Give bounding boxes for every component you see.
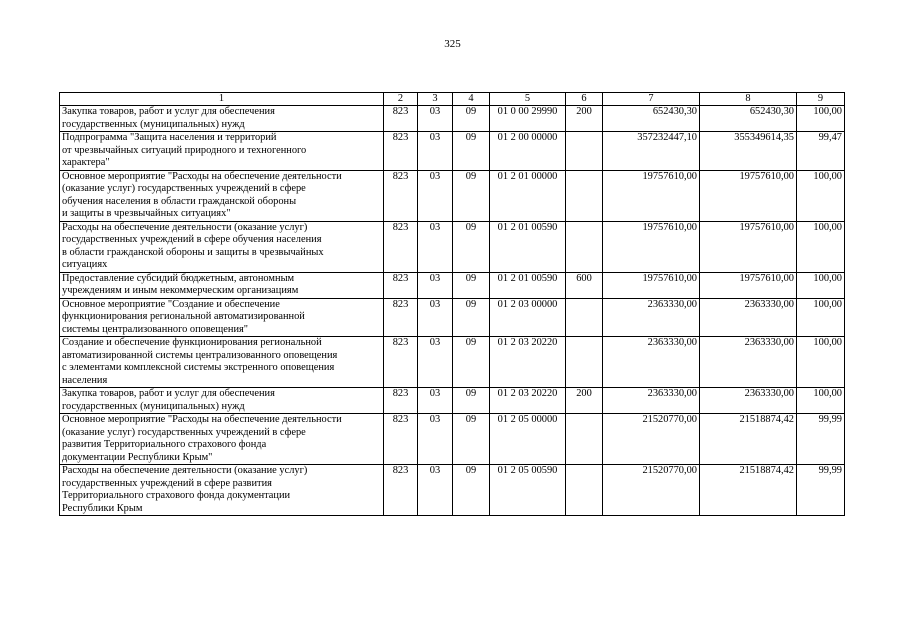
- row-ministry-code: 823: [384, 106, 418, 132]
- row-actual-amount: 355349614,35: [700, 132, 797, 171]
- row-ministry-code: 823: [384, 298, 418, 337]
- row-ministry-code: 823: [384, 170, 418, 221]
- header-row: [60, 93, 845, 106]
- row-description: Основное мероприятие "Расходы на обеспечение деятельности (оказание услуг) государственных учреждений в сфере обучения населения в области гражданской обороны и защиты в чрезвычайных ситуациях": [60, 170, 384, 221]
- row-ministry-code: 823: [384, 465, 418, 516]
- row-target-article: 01 2 03 20220: [490, 337, 566, 388]
- row-planned-amount: 21520770,00: [603, 414, 700, 465]
- row-description: Расходы на обеспечение деятельности (оказание услуг) государственных учреждений в сфере обучения населения в области гражданской обороны и защиты в чрезвычайных ситуациях: [60, 221, 384, 272]
- header-col-6: 6: [566, 93, 603, 106]
- row-target-article: 01 2 01 00000: [490, 170, 566, 221]
- row-expense-type: 200: [566, 106, 603, 132]
- row-expense-type: [566, 337, 603, 388]
- row-planned-amount: 19757610,00: [603, 170, 700, 221]
- row-subsection-code: 09: [453, 388, 490, 414]
- row-actual-amount: 19757610,00: [700, 170, 797, 221]
- row-expense-type: [566, 465, 603, 516]
- header-col-1: 1: [60, 93, 384, 106]
- row-ministry-code: 823: [384, 132, 418, 171]
- row-percent: 100,00: [797, 298, 845, 337]
- row-actual-amount: 21518874,42: [700, 465, 797, 516]
- row-ministry-code: 823: [384, 414, 418, 465]
- row-subsection-code: 09: [453, 414, 490, 465]
- row-planned-amount: 2363330,00: [603, 337, 700, 388]
- row-subsection-code: 09: [453, 106, 490, 132]
- row-description: Расходы на обеспечение деятельности (оказание услуг) государственных учреждений в сфере развития Территориального страхового фонда документации Республики Крым: [60, 465, 384, 516]
- row-subsection-code: 09: [453, 170, 490, 221]
- row-ministry-code: 823: [384, 337, 418, 388]
- row-subsection-code: 09: [453, 337, 490, 388]
- row-percent: 100,00: [797, 170, 845, 221]
- table-row: [60, 337, 845, 388]
- row-subsection-code: 09: [453, 221, 490, 272]
- row-planned-amount: 2363330,00: [603, 388, 700, 414]
- row-actual-amount: 652430,30: [700, 106, 797, 132]
- row-percent: 99,99: [797, 414, 845, 465]
- header-col-9: 9: [797, 93, 845, 106]
- row-description: Закупка товаров, работ и услуг для обеспечения государственных (муниципальных) нужд: [60, 388, 384, 414]
- header-col-4: 4: [453, 93, 490, 106]
- row-planned-amount: 21520770,00: [603, 465, 700, 516]
- row-section-code: 03: [418, 337, 453, 388]
- row-section-code: 03: [418, 465, 453, 516]
- row-description: Основное мероприятие "Создание и обеспечение функционирования региональной автоматизированной системы централизованного оповещения": [60, 298, 384, 337]
- row-target-article: 01 2 03 20220: [490, 388, 566, 414]
- row-actual-amount: 2363330,00: [700, 388, 797, 414]
- row-target-article: 01 2 05 00000: [490, 414, 566, 465]
- row-actual-amount: 19757610,00: [700, 221, 797, 272]
- row-section-code: 03: [418, 106, 453, 132]
- row-ministry-code: 823: [384, 221, 418, 272]
- header-col-7: 7: [603, 93, 700, 106]
- page-number: 325: [444, 38, 461, 50]
- row-expense-type: 200: [566, 388, 603, 414]
- row-target-article: 01 2 05 00590: [490, 465, 566, 516]
- row-target-article: 01 2 01 00590: [490, 272, 566, 298]
- row-ministry-code: 823: [384, 388, 418, 414]
- row-actual-amount: 2363330,00: [700, 298, 797, 337]
- row-description: Подпрограмма "Защита населения и территорий от чрезвычайных ситуаций природного и техногенного характера": [60, 132, 384, 171]
- row-planned-amount: 19757610,00: [603, 272, 700, 298]
- row-expense-type: [566, 414, 603, 465]
- row-subsection-code: 09: [453, 298, 490, 337]
- row-percent: 100,00: [797, 272, 845, 298]
- row-expense-type: [566, 221, 603, 272]
- row-percent: 100,00: [797, 221, 845, 272]
- row-subsection-code: 09: [453, 272, 490, 298]
- header-col-5: 5: [490, 93, 566, 106]
- table-row: [60, 414, 845, 465]
- row-description: Основное мероприятие "Расходы на обеспечение деятельности (оказание услуг) государственных учреждений в сфере развития Территориального страхового фонда документации Республики Крым": [60, 414, 384, 465]
- row-section-code: 03: [418, 272, 453, 298]
- row-section-code: 03: [418, 221, 453, 272]
- row-expense-type: [566, 170, 603, 221]
- header-col-3: 3: [418, 93, 453, 106]
- table-row: [60, 132, 845, 171]
- header-col-2: 2: [384, 93, 418, 106]
- row-planned-amount: 19757610,00: [603, 221, 700, 272]
- row-target-article: 01 2 01 00590: [490, 221, 566, 272]
- row-percent: 100,00: [797, 106, 845, 132]
- row-description: Создание и обеспечение функционирования региональной автоматизированной системы централизованного оповещения с элементами комплексной системы экстренного оповещения населения: [60, 337, 384, 388]
- row-subsection-code: 09: [453, 132, 490, 171]
- row-section-code: 03: [418, 132, 453, 171]
- table-row: [60, 388, 845, 414]
- row-subsection-code: 09: [453, 465, 490, 516]
- budget-table: [59, 92, 845, 516]
- row-target-article: 01 2 03 00000: [490, 298, 566, 337]
- row-ministry-code: 823: [384, 272, 418, 298]
- row-target-article: 01 2 00 00000: [490, 132, 566, 171]
- table-row: [60, 170, 845, 221]
- table-row: [60, 221, 845, 272]
- table-row: [60, 106, 845, 132]
- row-actual-amount: 2363330,00: [700, 337, 797, 388]
- row-percent: 100,00: [797, 388, 845, 414]
- table-row: [60, 272, 845, 298]
- table-row: [60, 465, 845, 516]
- row-expense-type: [566, 298, 603, 337]
- row-percent: 100,00: [797, 337, 845, 388]
- row-planned-amount: 357232447,10: [603, 132, 700, 171]
- row-section-code: 03: [418, 298, 453, 337]
- row-section-code: 03: [418, 170, 453, 221]
- row-planned-amount: 2363330,00: [603, 298, 700, 337]
- row-description: Предоставление субсидий бюджетным, автономным учреждениям и иным некоммерческим организациям: [60, 272, 384, 298]
- row-actual-amount: 21518874,42: [700, 414, 797, 465]
- table-row: [60, 298, 845, 337]
- row-section-code: 03: [418, 388, 453, 414]
- row-percent: 99,99: [797, 465, 845, 516]
- row-percent: 99,47: [797, 132, 845, 171]
- row-actual-amount: 19757610,00: [700, 272, 797, 298]
- row-target-article: 01 0 00 29990: [490, 106, 566, 132]
- row-section-code: 03: [418, 414, 453, 465]
- row-description: Закупка товаров, работ и услуг для обеспечения государственных (муниципальных) нужд: [60, 106, 384, 132]
- row-expense-type: 600: [566, 272, 603, 298]
- row-planned-amount: 652430,30: [603, 106, 700, 132]
- row-expense-type: [566, 132, 603, 171]
- header-col-8: 8: [700, 93, 797, 106]
